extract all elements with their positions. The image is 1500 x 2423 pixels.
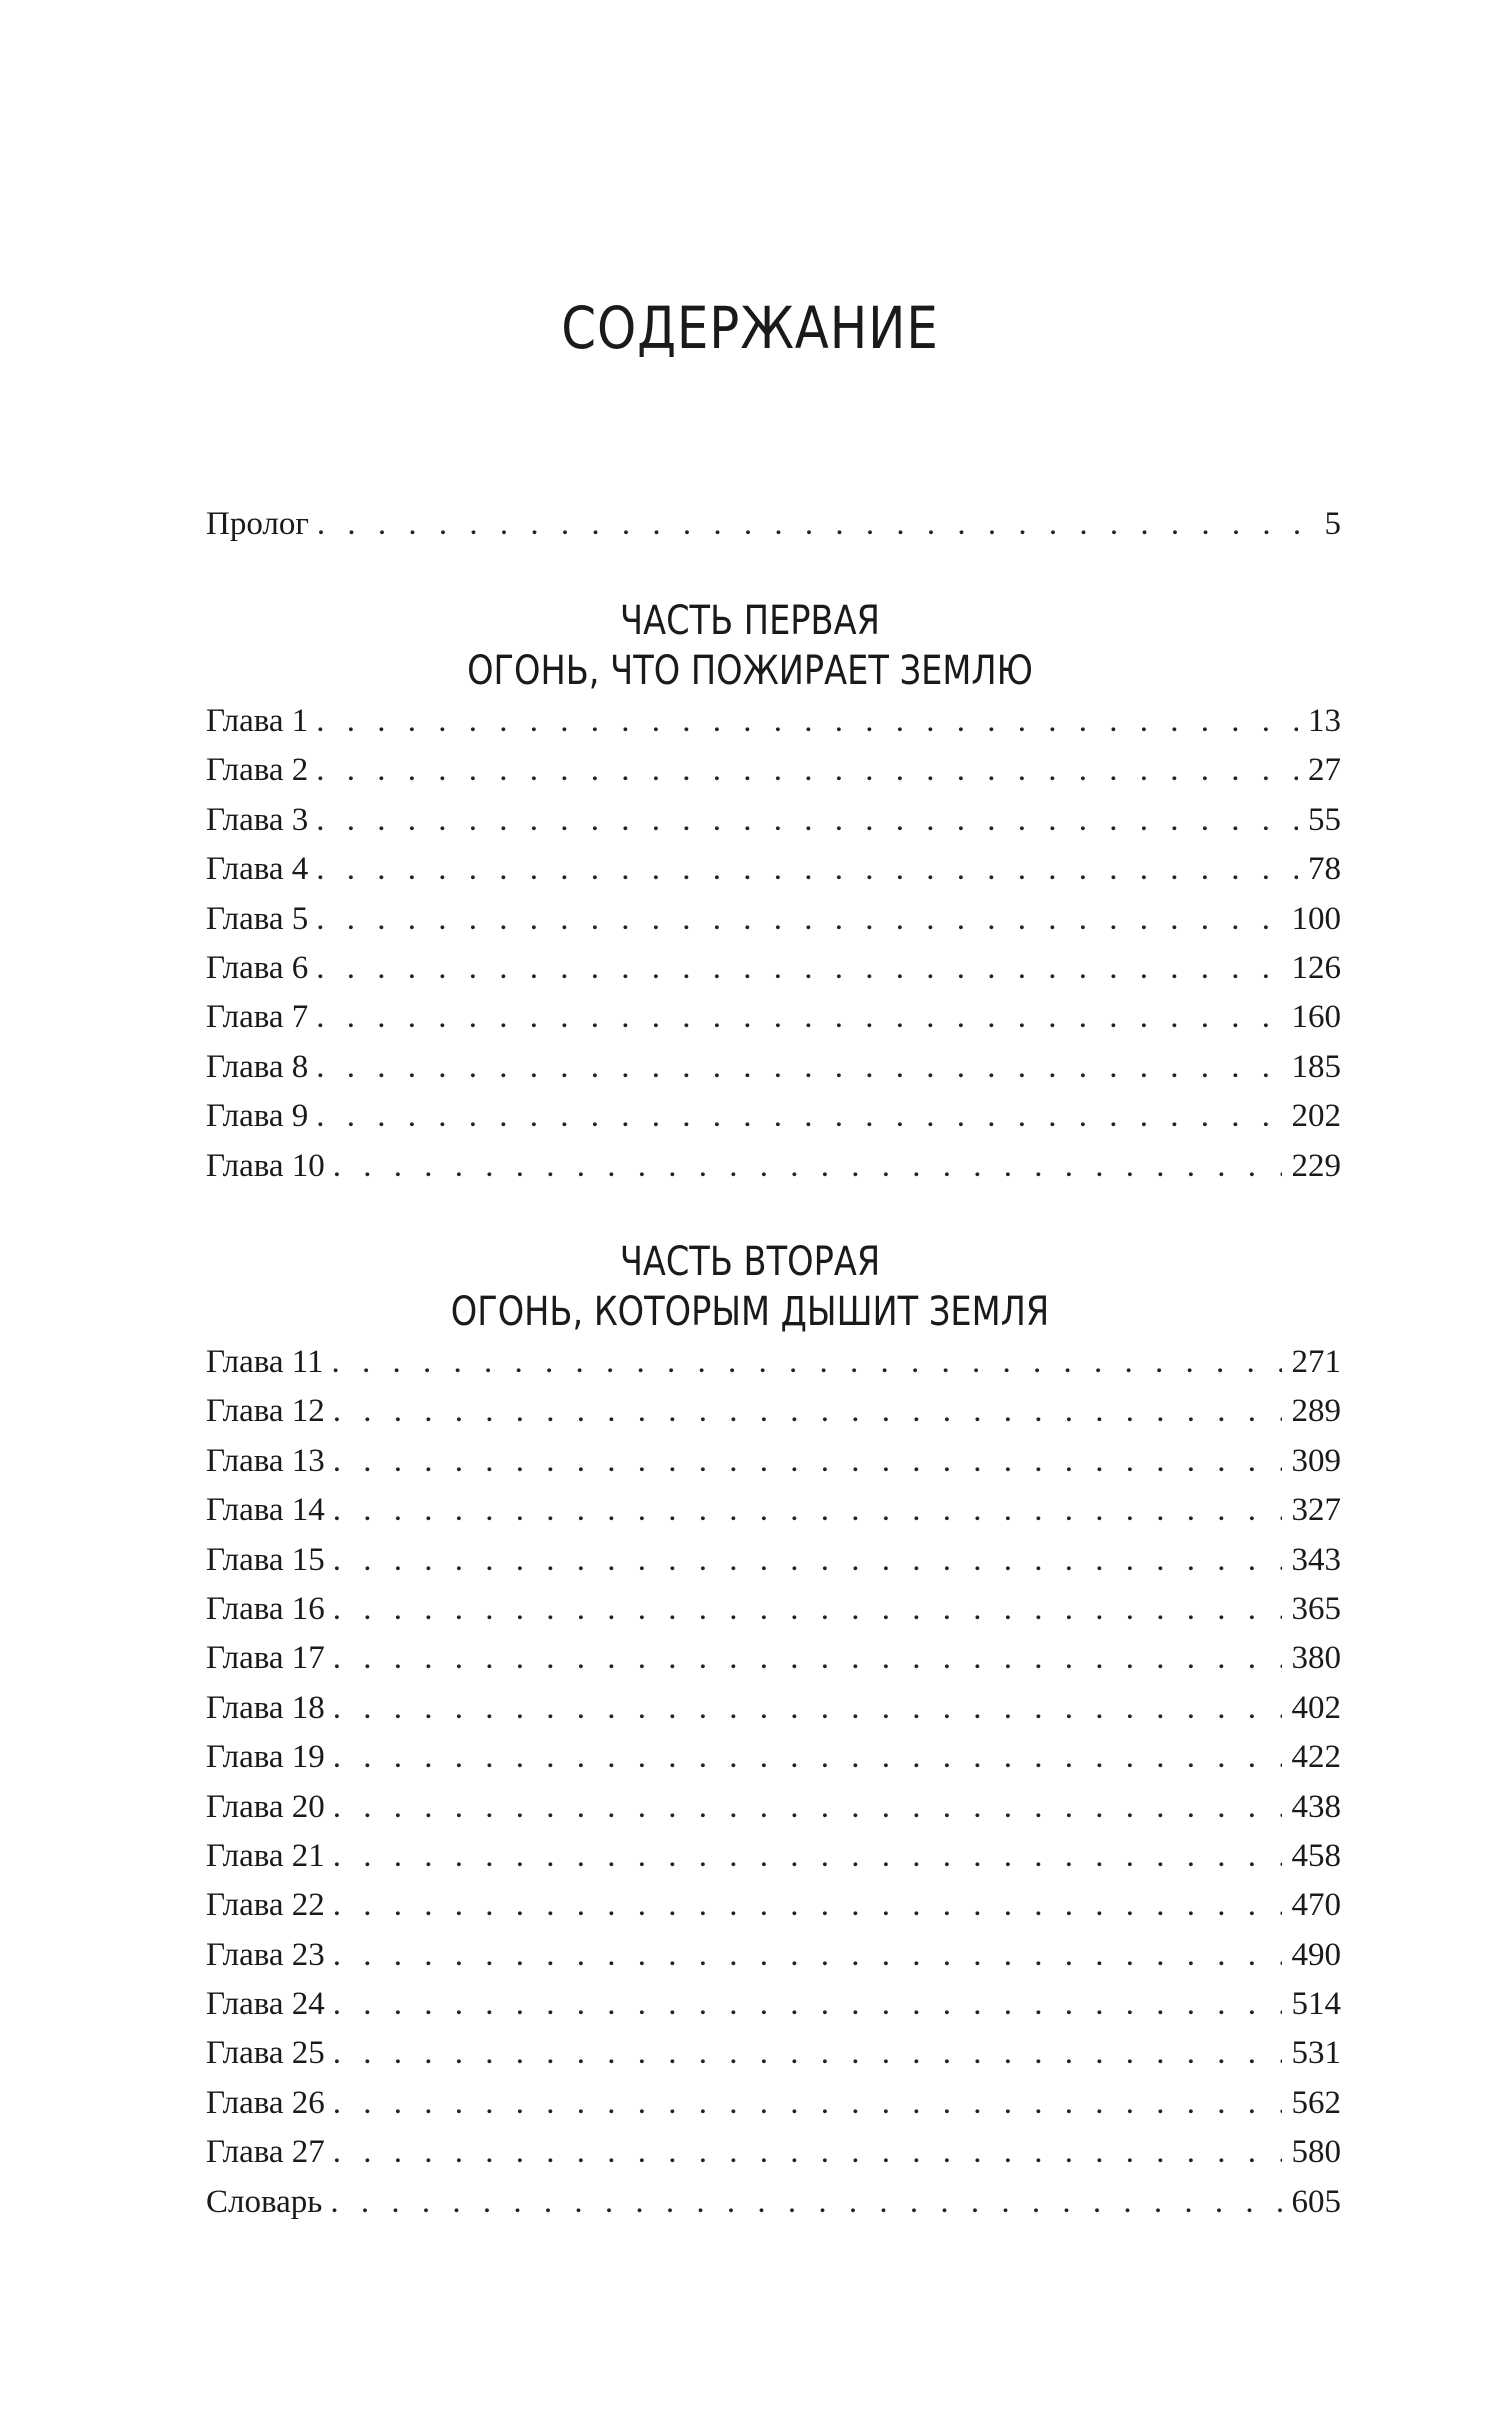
toc-entry: [206, 1536, 1341, 1585]
toc-entry-label: Глава 23: [206, 1936, 325, 1973]
toc-entry-page: 229: [1291, 1147, 1341, 1184]
dot-leader: [333, 1931, 1282, 1980]
dot-leader: [316, 697, 1298, 746]
toc-entry-page: 605: [1291, 2183, 1341, 2220]
dot-leader: [316, 944, 1281, 993]
toc-entry: [206, 746, 1341, 795]
dot-leader: [316, 895, 1281, 944]
toc-entry: [206, 1486, 1341, 1535]
toc-entry-label: Глава 7: [206, 999, 309, 1036]
toc-entry-label: Глава 2: [206, 752, 309, 789]
toc-entry-page: 402: [1291, 1689, 1341, 1726]
toc-entry-label: Глава 14: [206, 1492, 325, 1529]
toc-entry: [206, 1980, 1341, 2029]
toc-entry-label: Глава 8: [206, 1048, 309, 1085]
toc-entry: [206, 1733, 1341, 1782]
dot-leader: [333, 1634, 1282, 1683]
toc-entry-label: Глава 27: [206, 2134, 325, 2171]
dot-leader: [333, 1881, 1282, 1930]
toc-entry-page: 126: [1291, 949, 1341, 986]
dot-leader: [316, 993, 1281, 1042]
toc-entry-label: Словарь: [206, 2183, 323, 2220]
toc-entry-label: Глава 6: [206, 949, 309, 986]
page-title: СОДЕРЖАНИЕ: [561, 294, 939, 362]
toc-entry-label: Глава 25: [206, 2035, 325, 2072]
toc-entry-page: 514: [1291, 1986, 1341, 2023]
dot-leader: [333, 1733, 1282, 1782]
dot-leader: [333, 1142, 1282, 1191]
dot-leader: [333, 1536, 1282, 1585]
toc-entry-page: 470: [1291, 1887, 1341, 1924]
toc-entry-label: Глава 19: [206, 1739, 325, 1776]
toc-entry: [206, 2128, 1341, 2177]
toc-entry: [206, 2178, 1341, 2227]
toc-entry-page: 202: [1291, 1098, 1341, 1135]
toc-entry-label: Глава 24: [206, 1986, 325, 2023]
toc-entry-page: 531: [1291, 2035, 1341, 2072]
dot-leader: [332, 1338, 1282, 1387]
part-two-title: ОГОНЬ, КОТОРЫМ ДЫШИТ ЗЕМЛЯ: [450, 1289, 1050, 1335]
dot-leader: [333, 2079, 1282, 2128]
toc-entry-label: Глава 17: [206, 1640, 325, 1677]
toc-entry-prologue: [206, 500, 1341, 549]
toc-entry: [206, 1338, 1341, 1387]
dot-leader: [333, 1437, 1282, 1486]
toc-entry-page: 438: [1291, 1788, 1341, 1825]
toc-entry-label: Глава 5: [206, 900, 309, 937]
part-one-entries: [206, 697, 1341, 1191]
toc-entry-page: 160: [1291, 999, 1341, 1036]
toc-entry: [206, 1387, 1341, 1436]
toc-entry-page: 271: [1291, 1344, 1341, 1380]
part-two-heading: [120, 1237, 1380, 1337]
dot-leader: [333, 1585, 1282, 1634]
part-two-entries: [206, 1338, 1341, 2227]
toc-entry-page: 185: [1291, 1048, 1341, 1085]
prologue-section: [206, 500, 1341, 549]
toc-entry-label: Глава 22: [206, 1887, 325, 1924]
toc-entry-label: Глава 4: [206, 851, 309, 888]
toc-entry: [206, 1783, 1341, 1832]
toc-entry-page: 365: [1291, 1590, 1341, 1627]
toc-entry-page: 490: [1291, 1936, 1341, 1973]
toc-entry-page: 562: [1291, 2084, 1341, 2121]
toc-entry-page: 78: [1308, 851, 1341, 888]
toc-entry: [206, 1092, 1341, 1141]
dot-leader: [333, 2128, 1282, 2177]
toc-entry: [206, 796, 1341, 845]
toc-entry: [206, 697, 1341, 746]
toc-entry-page: 27: [1308, 752, 1341, 789]
dot-leader: [316, 845, 1298, 894]
toc-entry-page: 343: [1291, 1541, 1341, 1578]
toc-entry: [206, 1437, 1341, 1486]
toc-entry: [206, 1931, 1341, 1980]
dot-leader: [316, 1043, 1281, 1092]
toc-entry-label: Глава 16: [206, 1590, 325, 1627]
toc-entry: [206, 944, 1341, 993]
dot-leader: [316, 1092, 1281, 1141]
toc-entry-page: 580: [1291, 2134, 1341, 2171]
toc-entry-page: 309: [1291, 1442, 1341, 1479]
dot-leader: [316, 746, 1298, 795]
dot-leader: [333, 1980, 1282, 2029]
toc-entry: [206, 1142, 1341, 1191]
toc-entry: [206, 1585, 1341, 1634]
dot-leader: [316, 796, 1298, 845]
part-one-number: ЧАСТЬ ПЕРВАЯ: [620, 598, 880, 644]
dot-leader: [333, 1684, 1282, 1733]
toc-entry-label: Глава 1: [206, 703, 309, 739]
part-one-title: ОГОНЬ, ЧТО ПОЖИРАЕТ ЗЕМЛЮ: [467, 648, 1033, 694]
toc-entry-page: 100: [1291, 900, 1341, 937]
toc-entry-page: 327: [1291, 1492, 1341, 1529]
toc-entry-label: Глава 18: [206, 1689, 325, 1726]
toc-entry-page: 55: [1308, 801, 1341, 838]
dot-leader: [317, 500, 1315, 549]
part-two-number: ЧАСТЬ ВТОРАЯ: [619, 1239, 881, 1285]
toc-entry-label: Глава 12: [206, 1393, 325, 1430]
toc-entry: [206, 2079, 1341, 2128]
toc-entry-page: 422: [1291, 1739, 1341, 1776]
toc-entry-page: 289: [1291, 1393, 1341, 1430]
toc-entry-label: Пролог: [206, 506, 309, 542]
toc-entry-label: Глава 9: [206, 1098, 309, 1135]
toc-entry-label: Глава 13: [206, 1442, 325, 1479]
toc-entry-label: Глава 11: [206, 1344, 324, 1380]
toc-entry: [206, 1881, 1341, 1930]
dot-leader: [333, 1486, 1282, 1535]
toc-entry-page: 5: [1324, 506, 1341, 542]
toc-entry-page: 380: [1291, 1640, 1341, 1677]
toc-entry: [206, 1043, 1341, 1092]
toc-entry-label: Глава 3: [206, 801, 309, 838]
toc-entry-label: Глава 20: [206, 1788, 325, 1825]
dot-leader: [333, 1387, 1282, 1436]
toc-entry-page: 13: [1308, 703, 1341, 739]
part-one-heading: [120, 596, 1380, 696]
toc-entry-label: Глава 21: [206, 1837, 325, 1874]
toc-entry: [206, 895, 1341, 944]
toc-entry: [206, 845, 1341, 894]
toc-entry-page: 458: [1291, 1837, 1341, 1874]
toc-entry-label: Глава 10: [206, 1147, 325, 1184]
toc-entry-label: Глава 15: [206, 1541, 325, 1578]
toc-entry: [206, 1684, 1341, 1733]
toc-entry: [206, 993, 1341, 1042]
dot-leader: [333, 1832, 1282, 1881]
toc-entry: [206, 2029, 1341, 2078]
toc-entry-label: Глава 26: [206, 2084, 325, 2121]
dot-leader: [333, 2029, 1282, 2078]
toc-entry: [206, 1832, 1341, 1881]
dot-leader: [333, 1783, 1282, 1832]
toc-entry: [206, 1634, 1341, 1683]
dot-leader: [330, 2178, 1281, 2227]
